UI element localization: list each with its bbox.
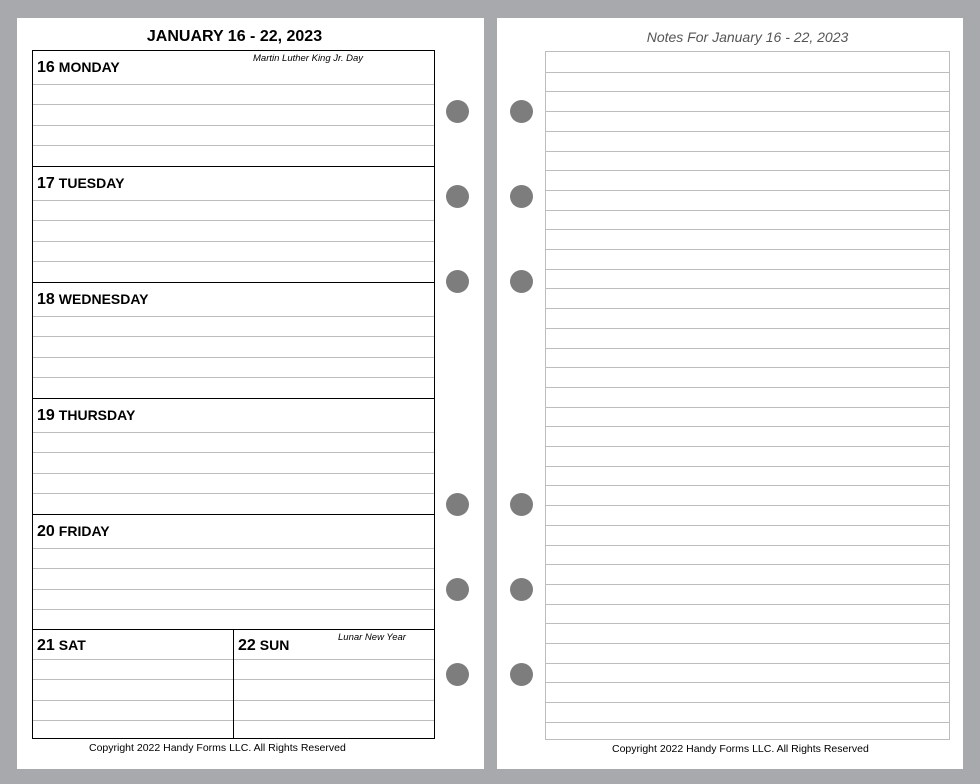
day-name: SAT: [58, 637, 86, 653]
binder-hole-icon: [446, 270, 469, 293]
notes-line[interactable]: [546, 545, 949, 546]
day-name: TUESDAY: [58, 175, 125, 191]
day-number: 22: [238, 637, 256, 654]
writing-line[interactable]: [33, 589, 434, 590]
writing-line[interactable]: [33, 145, 434, 146]
notes-line[interactable]: [546, 702, 949, 703]
day-name: WEDNESDAY: [58, 291, 149, 307]
notes-line[interactable]: [546, 446, 949, 447]
notes-line[interactable]: [546, 91, 949, 92]
notes-line[interactable]: [546, 407, 949, 408]
notes-line[interactable]: [546, 426, 949, 427]
writing-line[interactable]: [33, 84, 434, 85]
notes-line[interactable]: [546, 643, 949, 644]
daily-planner-page: [17, 18, 484, 769]
notes-title: Notes For January 16 - 22, 2023: [646, 29, 849, 45]
notes-line[interactable]: [546, 328, 949, 329]
day-number: 17: [37, 175, 55, 192]
weekend-section: [33, 630, 434, 738]
notes-line[interactable]: [546, 722, 949, 723]
day-label: [238, 637, 289, 655]
binder-hole-icon: [446, 100, 469, 123]
binder-hole-icon: [446, 185, 469, 208]
day-label: [37, 175, 124, 193]
writing-line[interactable]: [33, 220, 434, 221]
writing-line[interactable]: [33, 357, 434, 358]
binder-hole-icon: [510, 185, 533, 208]
notes-line[interactable]: [546, 505, 949, 506]
day-label: [37, 59, 120, 77]
day-section-sunday: [234, 630, 436, 738]
writing-line[interactable]: [33, 473, 434, 474]
day-name: SUN: [259, 637, 290, 653]
writing-line[interactable]: [33, 241, 434, 242]
binder-hole-icon: [510, 578, 533, 601]
notes-line[interactable]: [546, 249, 949, 250]
day-label: [37, 523, 110, 541]
day-name: THURSDAY: [58, 407, 136, 423]
notes-line[interactable]: [546, 131, 949, 132]
notes-line[interactable]: [546, 229, 949, 230]
notes-line[interactable]: [546, 111, 949, 112]
notes-line[interactable]: [546, 288, 949, 289]
weekend-divider: [233, 630, 234, 738]
notes-lined-area[interactable]: [545, 51, 950, 740]
day-label: [37, 407, 135, 425]
day-section-tuesday: [33, 167, 434, 283]
copyright-text: Copyright 2022 Handy Forms LLC. All Rights Reserved: [89, 742, 346, 754]
binder-hole-icon: [446, 493, 469, 516]
writing-line[interactable]: [33, 493, 434, 494]
writing-line[interactable]: [33, 200, 434, 201]
day-section-saturday: [33, 630, 233, 738]
day-label: [37, 291, 149, 309]
holiday-label: Martin Luther King Jr. Day: [253, 53, 363, 64]
day-number: 19: [37, 407, 55, 424]
binder-hole-icon: [446, 578, 469, 601]
notes-line[interactable]: [546, 623, 949, 624]
writing-line[interactable]: [33, 316, 434, 317]
day-section-thursday: [33, 399, 434, 515]
notes-line[interactable]: [546, 584, 949, 585]
notes-line[interactable]: [546, 170, 949, 171]
day-name: FRIDAY: [58, 523, 110, 539]
day-section-friday: [33, 515, 434, 630]
notes-line[interactable]: [546, 564, 949, 565]
binder-hole-icon: [510, 100, 533, 123]
holiday-label: Lunar New Year: [338, 632, 406, 643]
day-number: 20: [37, 523, 55, 540]
notes-line[interactable]: [546, 210, 949, 211]
notes-line[interactable]: [546, 663, 949, 664]
week-title: JANUARY 16 - 22, 2023: [146, 28, 323, 45]
notes-line[interactable]: [546, 367, 949, 368]
day-number: 21: [37, 637, 55, 654]
writing-line[interactable]: [33, 609, 434, 610]
notes-line[interactable]: [546, 348, 949, 349]
day-label: [37, 637, 86, 655]
writing-line[interactable]: [33, 336, 434, 337]
day-section-monday: [33, 51, 434, 167]
binder-hole-icon: [510, 493, 533, 516]
writing-line[interactable]: [33, 125, 434, 126]
binder-hole-icon: [446, 663, 469, 686]
day-section-wednesday: [33, 283, 434, 399]
writing-line[interactable]: [33, 568, 434, 569]
writing-line[interactable]: [33, 104, 434, 105]
notes-line[interactable]: [546, 151, 949, 152]
notes-line[interactable]: [546, 72, 949, 73]
notes-line[interactable]: [546, 682, 949, 683]
notes-line[interactable]: [546, 604, 949, 605]
writing-line[interactable]: [33, 452, 434, 453]
notes-page: [497, 18, 963, 769]
week-grid: [32, 50, 435, 739]
notes-line[interactable]: [546, 485, 949, 486]
notes-line[interactable]: [546, 269, 949, 270]
day-name: MONDAY: [58, 59, 120, 75]
notes-line[interactable]: [546, 190, 949, 191]
day-number: 18: [37, 291, 55, 308]
binder-hole-icon: [510, 663, 533, 686]
copyright-text: Copyright 2022 Handy Forms LLC. All Rights Reserved: [612, 743, 869, 755]
writing-line[interactable]: [33, 377, 434, 378]
writing-line[interactable]: [33, 548, 434, 549]
notes-line[interactable]: [546, 525, 949, 526]
writing-line[interactable]: [33, 261, 434, 262]
notes-line[interactable]: [546, 387, 949, 388]
notes-line[interactable]: [546, 466, 949, 467]
binder-hole-icon: [510, 270, 533, 293]
day-number: 16: [37, 59, 55, 76]
writing-line[interactable]: [33, 432, 434, 433]
notes-line[interactable]: [546, 308, 949, 309]
